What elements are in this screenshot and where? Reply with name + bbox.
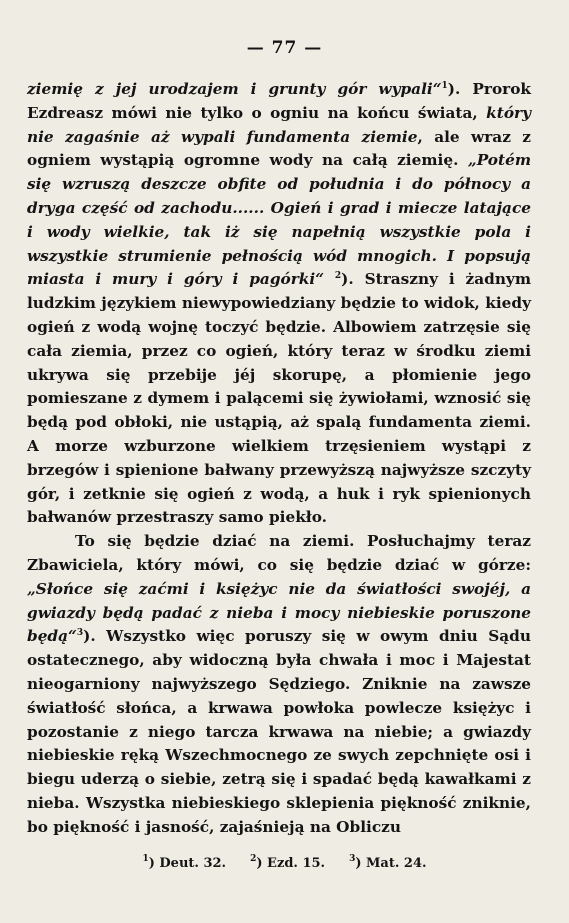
footnote	[250, 856, 325, 871]
footnote-number: 1	[142, 854, 149, 864]
body-text-run: ). Straszny i żadnym ludzkim językiem niewypowiedziany będzie to widok, kiedy ogień z wodą wojnę toczyć będzie. Albowiem zatrzęsie się cała ziemia, przez co ogień, który teraz w środku ziemi ukrywa się przebije jéj skorupę, a płomienie jego pomieszane z dymem i palącemi się żywiołami, wznosić się będą pod obłoki, nie ustąpią, aż spalą fundamenta ziemi. A morze wzburzone wielkiem trzęsieniem wystąpi z brzegów i spienione bałwany przewyższą najwyższe szczyty gór, i zetknie się ogień z wodą, a huk i ryk spienionych bałwanów przestraszy samo piekło.	[27, 270, 532, 527]
footnote-text: ) Deut. 32.	[148, 856, 227, 871]
quotation-text: ziemię z jej urodzajem i grunty gór wypali	[27, 80, 433, 98]
footnote-marker: 2	[334, 271, 342, 282]
body-text-run: , ale wraz z ogniem wystąpią ogromne wody na całą ziemię.	[27, 127, 531, 170]
quotation-text: który nie zagaśnie aż wypali fundamenta ziemie	[27, 103, 531, 146]
body-text-run: ). Wszystko więc poruszy się w owym dniu Sądu ostatecznego, aby widoczną była chwała i moc i Majestat nieogarniony najwyższego Sędziego. Zniknie na zawsze światłość słońca, a krwawa powłoka powlecze księżyc i pozostanie z niego tarcza krwawa na niebie; a gwiazdy niebieskie ręką Wszechmocnego ze swych zepchnięte osi i biegu uderzą o siebie, zetrą się i spadać będą kawałkami z nieba. Wszystka niebieskiego sklepienia piękność zniknie, bo piękność i jasność, zajaśnieją na Obliczu	[27, 627, 531, 836]
quotation-text: “	[432, 80, 442, 98]
paragraph-2	[27, 530, 531, 839]
footnote	[349, 856, 426, 871]
footnote-marker: 3	[76, 628, 84, 639]
footnote-number: 2	[250, 854, 257, 864]
body-text	[27, 78, 531, 840]
quotation-text: „Słońce się zaćmi i księżyc nie da światłości swojéj, a gwiazdy będą padać z nieba i mocy niebieskie poruszone będą“	[27, 579, 531, 646]
footnote-text: ) Mat. 24.	[355, 856, 427, 871]
body-text-run	[324, 270, 335, 288]
page-number: — 77 —	[246, 38, 323, 58]
body-text-run: ). Prorok Ezdreasz mówi nie tylko o ogniu na końcu świata,	[27, 80, 532, 122]
footnotes	[0, 856, 569, 871]
footnote-text: ) Ezd. 15.	[256, 856, 326, 871]
footnote-marker: 1	[441, 81, 448, 91]
footnote	[142, 856, 226, 871]
quotation-text: „Potém się wzruszą deszcze obfite od południa i do północy a drуga część od zachodu...... Ogień i grad i miecze latające i wody wielkie, tak iż się napełnią wszystkie pola i wszystkie strumienie pełnością wód mnogich. I popsują miasta i mury i góry i pagórki“	[27, 151, 531, 289]
body-text-run: To się będzie dziać na ziemi. Posłuchajmy teraz Zbawiciela, który mówi, co się będzie dziać w górze:	[27, 532, 531, 574]
paragraph-1	[27, 78, 531, 530]
footnote-number: 3	[349, 854, 356, 864]
